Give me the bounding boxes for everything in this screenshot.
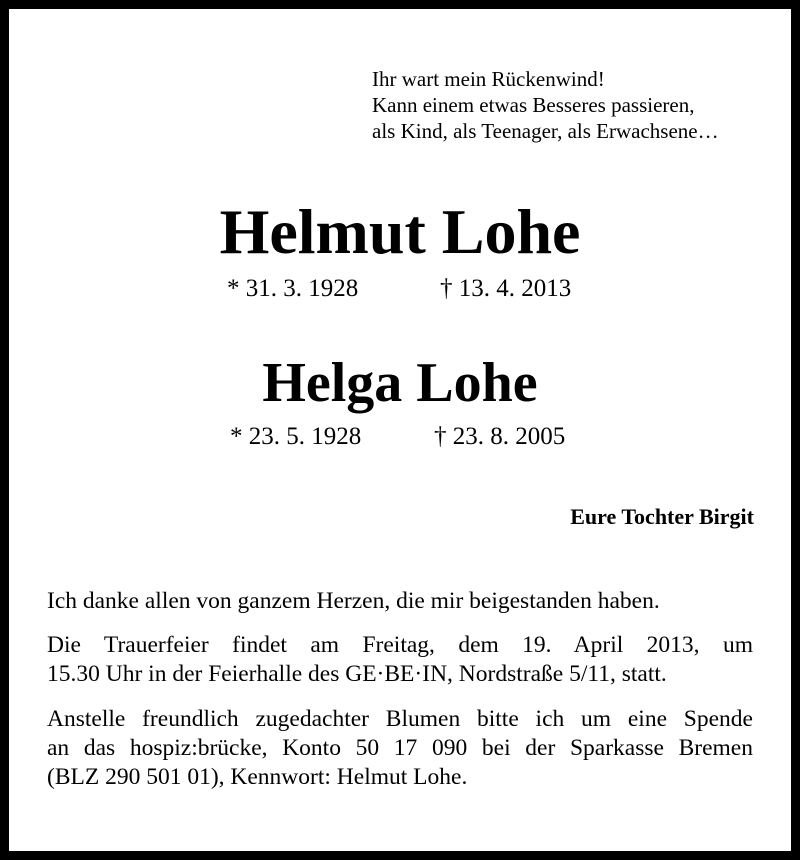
paragraph-line: (BLZ 290 501 01), Kennwort: Helmut Lohe. xyxy=(47,764,468,790)
birth-date-helga: * 23. 5. 1928 xyxy=(230,423,362,450)
poem-line: Ihr wart mein Rückenwind! xyxy=(372,67,605,91)
paragraph-line: Die Trauerfeier findet am Freitag, dem 19. April 2013, um xyxy=(47,632,753,658)
death-date-helga: † 23. 8. 2005 xyxy=(434,423,566,450)
poem-line: Kann einem etwas Besseres passieren, xyxy=(372,93,695,117)
death-date-helmut: † 13. 4. 2013 xyxy=(440,275,572,302)
signature: Eure Tochter Birgit xyxy=(570,504,754,529)
deceased-name-helga: Helga Lohe xyxy=(262,352,538,414)
birth-date-helmut: * 31. 3. 1928 xyxy=(227,275,359,302)
poem-line: als Kind, als Teenager, als Erwachsene… xyxy=(372,119,719,143)
donation-paragraph xyxy=(47,705,753,792)
poem xyxy=(372,66,719,144)
deceased-name-helmut: Helmut Lohe xyxy=(219,196,581,267)
thanks-paragraph: Ich danke allen von ganzem Herzen, die mir beigestanden haben. xyxy=(47,588,660,614)
paragraph-line: an das hospiz:brücke, Konto 50 17 090 bei der Sparkasse Bremen xyxy=(47,735,753,761)
paragraph-line: Anstelle freundlich zugedachter Blumen bitte ich um eine Spende xyxy=(47,706,753,732)
paragraph-line: 15.30 Uhr in der Feierhalle des GE·BE·IN, Nordstraße 5/11, statt. xyxy=(47,661,667,687)
ceremony-paragraph xyxy=(47,631,753,689)
